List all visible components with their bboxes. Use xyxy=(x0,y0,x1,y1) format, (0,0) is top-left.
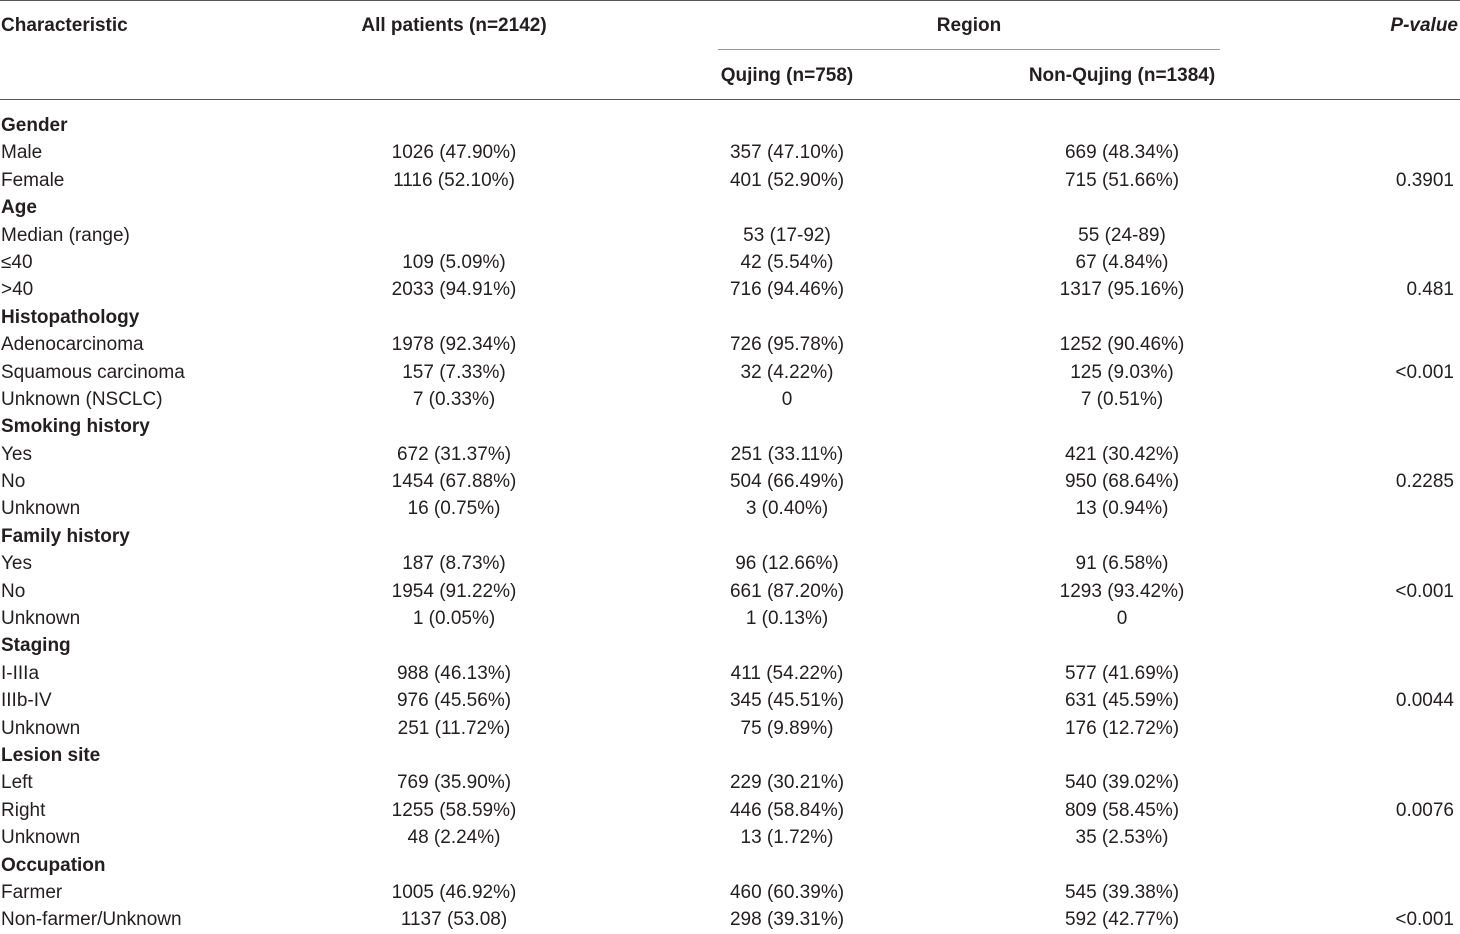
cell-qujing: 661 (87.20%) xyxy=(729,580,845,602)
table-row xyxy=(0,359,1460,386)
cell-all-patients: 1116 (52.10%) xyxy=(393,169,515,191)
section-heading-row xyxy=(0,413,1460,440)
header-all-patients: All patients (n=2142) xyxy=(361,15,547,36)
cell-p-value: 0.0076 xyxy=(1395,799,1454,821)
table-row xyxy=(0,276,1460,303)
table-body xyxy=(0,112,1460,934)
table-row xyxy=(0,605,1460,632)
cell-qujing: 298 (39.31%) xyxy=(729,909,845,931)
row-label: Non-farmer/Unknown xyxy=(1,909,182,931)
cell-qujing: 75 (9.89%) xyxy=(740,717,834,739)
cell-non-qujing: 0 xyxy=(1116,608,1128,630)
table-row xyxy=(0,441,1460,468)
cell-all-patients: 109 (5.09%) xyxy=(402,251,506,273)
cell-qujing: 96 (12.66%) xyxy=(735,553,839,575)
header-characteristic: Characteristic xyxy=(1,15,128,36)
table-row xyxy=(0,797,1460,824)
table-row xyxy=(0,578,1460,605)
cell-qujing: 13 (1.72%) xyxy=(740,827,834,849)
section-heading-row xyxy=(0,194,1460,221)
cell-qujing: 42 (5.54%) xyxy=(740,251,834,273)
cell-non-qujing: 715 (51.66%) xyxy=(1064,169,1180,191)
header-qujing: Qujing (n=758) xyxy=(720,65,854,86)
cell-all-patients: 1454 (67.88%) xyxy=(391,471,517,493)
table-row xyxy=(0,660,1460,687)
cell-all-patients: 672 (31.37%) xyxy=(396,443,512,465)
cell-non-qujing: 950 (68.64%) xyxy=(1064,471,1180,493)
row-label: No xyxy=(1,580,26,602)
cell-all-patients: 976 (45.56%) xyxy=(396,690,512,712)
row-label: Unknown xyxy=(1,717,81,739)
cell-all-patients: 1954 (91.22%) xyxy=(391,580,517,602)
cell-non-qujing: 1252 (90.46%) xyxy=(1059,334,1185,356)
row-label: Right xyxy=(1,799,46,821)
cell-p-value: 0.0044 xyxy=(1395,690,1454,712)
cell-qujing: 726 (95.78%) xyxy=(729,334,845,356)
table-row xyxy=(0,386,1460,413)
row-label: Male xyxy=(1,142,43,164)
section-heading-row xyxy=(0,852,1460,879)
cell-p-value: 0.3901 xyxy=(1395,169,1454,191)
cell-qujing: 53 (17-92) xyxy=(743,224,831,246)
cell-non-qujing: 577 (41.69%) xyxy=(1064,662,1180,684)
row-label: Unknown (NSCLC) xyxy=(1,388,163,410)
cell-all-patients: 187 (8.73%) xyxy=(402,553,506,575)
cell-qujing: 1 (0.13%) xyxy=(745,608,829,630)
section-heading: Lesion site xyxy=(1,744,101,766)
cell-p-value: <0.001 xyxy=(1395,909,1454,931)
table-row xyxy=(0,687,1460,714)
table-top-rule xyxy=(0,0,1460,1)
cell-all-patients: 7 (0.33%) xyxy=(412,388,496,410)
row-label: Squamous carcinoma xyxy=(1,361,185,383)
cell-all-patients: 157 (7.33%) xyxy=(402,361,506,383)
table-row xyxy=(0,222,1460,249)
section-heading-row xyxy=(0,304,1460,331)
cell-non-qujing: 540 (39.02%) xyxy=(1064,772,1180,794)
cell-qujing: 411 (54.22%) xyxy=(730,662,844,684)
cell-non-qujing: 1317 (95.16%) xyxy=(1059,279,1185,301)
section-heading: Staging xyxy=(1,635,71,657)
row-label: Farmer xyxy=(1,881,63,903)
row-label: Yes xyxy=(1,553,32,575)
header-non-qujing: Non-Qujing (n=1384) xyxy=(1028,65,1216,86)
cell-non-qujing: 592 (42.77%) xyxy=(1064,909,1180,931)
cell-non-qujing: 631 (45.59%) xyxy=(1064,690,1180,712)
row-label: Adenocarcinoma xyxy=(1,334,144,356)
table-row xyxy=(0,550,1460,577)
cell-non-qujing: 809 (58.45%) xyxy=(1064,799,1180,821)
row-label: Female xyxy=(1,169,65,191)
row-label: Unknown xyxy=(1,498,81,520)
row-label: IIIb-IV xyxy=(1,690,52,712)
cell-qujing: 32 (4.22%) xyxy=(740,361,834,383)
cell-all-patients: 1005 (46.92%) xyxy=(391,881,517,903)
cell-non-qujing: 67 (4.84%) xyxy=(1075,251,1169,273)
cell-non-qujing: 545 (39.38%) xyxy=(1064,881,1180,903)
cell-qujing: 345 (45.51%) xyxy=(729,690,845,712)
cell-non-qujing: 669 (48.34%) xyxy=(1064,142,1180,164)
cell-p-value: 0.2285 xyxy=(1395,471,1454,493)
row-label: No xyxy=(1,471,26,493)
region-span-rule xyxy=(718,49,1220,50)
cell-non-qujing: 125 (9.03%) xyxy=(1070,361,1174,383)
cell-non-qujing: 1293 (93.42%) xyxy=(1059,580,1185,602)
cell-qujing: 0 xyxy=(781,388,793,410)
cell-non-qujing: 7 (0.51%) xyxy=(1080,388,1164,410)
table-row xyxy=(0,139,1460,166)
cell-qujing: 357 (47.10%) xyxy=(729,142,845,164)
cell-non-qujing: 55 (24-89) xyxy=(1078,224,1166,246)
section-heading-row xyxy=(0,632,1460,659)
cell-all-patients: 1978 (92.34%) xyxy=(391,334,517,356)
cell-qujing: 229 (30.21%) xyxy=(729,772,845,794)
table-row xyxy=(0,468,1460,495)
cell-p-value: 0.481 xyxy=(1406,279,1454,301)
row-label: Yes xyxy=(1,443,32,465)
table-row xyxy=(0,769,1460,796)
section-heading-row xyxy=(0,742,1460,769)
cell-all-patients: 1255 (58.59%) xyxy=(391,799,517,821)
cell-non-qujing: 91 (6.58%) xyxy=(1075,553,1169,575)
row-label: Median (range) xyxy=(1,224,130,246)
table-row xyxy=(0,249,1460,276)
table-row xyxy=(0,824,1460,851)
cell-qujing: 460 (60.39%) xyxy=(729,881,845,903)
cell-all-patients: 251 (11.72%) xyxy=(397,717,511,739)
cell-qujing: 251 (33.11%) xyxy=(730,443,844,465)
table-row xyxy=(0,167,1460,194)
cell-non-qujing: 13 (0.94%) xyxy=(1075,498,1169,520)
section-heading: Occupation xyxy=(1,854,106,876)
cell-qujing: 3 (0.40%) xyxy=(745,498,829,520)
cell-all-patients: 1137 (53.08) xyxy=(400,909,508,931)
cell-all-patients: 16 (0.75%) xyxy=(407,498,501,520)
cell-all-patients: 988 (46.13%) xyxy=(396,662,512,684)
row-label: ≤40 xyxy=(1,251,33,273)
cell-all-patients: 769 (35.90%) xyxy=(396,772,512,794)
section-heading: Age xyxy=(1,197,37,219)
table-row xyxy=(0,906,1460,933)
header-p-value: P-value xyxy=(1390,15,1458,36)
cell-qujing: 504 (66.49%) xyxy=(729,471,845,493)
table-row xyxy=(0,331,1460,358)
cell-qujing: 446 (58.84%) xyxy=(729,799,845,821)
cell-qujing: 716 (94.46%) xyxy=(729,279,845,301)
cell-qujing: 401 (52.90%) xyxy=(729,169,845,191)
row-label: I-IIIa xyxy=(1,662,40,684)
cell-p-value: <0.001 xyxy=(1395,580,1454,602)
section-heading: Smoking history xyxy=(1,416,150,438)
table-row xyxy=(0,715,1460,742)
cell-all-patients: 1026 (47.90%) xyxy=(391,142,517,164)
row-label: Unknown xyxy=(1,608,81,630)
section-heading-row xyxy=(0,112,1460,139)
cell-all-patients: 48 (2.24%) xyxy=(407,827,501,849)
cell-non-qujing: 421 (30.42%) xyxy=(1064,443,1180,465)
section-heading-row xyxy=(0,523,1460,550)
header-region: Region xyxy=(936,15,1002,36)
section-heading: Family history xyxy=(1,525,130,547)
row-label: >40 xyxy=(1,279,34,301)
table-header-rule xyxy=(0,99,1460,100)
cell-all-patients: 2033 (94.91%) xyxy=(391,279,517,301)
table-row xyxy=(0,495,1460,522)
section-heading: Histopathology xyxy=(1,306,140,328)
cell-non-qujing: 176 (12.72%) xyxy=(1064,717,1180,739)
section-heading: Gender xyxy=(1,115,68,136)
cell-p-value: <0.001 xyxy=(1395,361,1454,383)
row-label: Left xyxy=(1,772,33,794)
table-row xyxy=(0,879,1460,906)
cell-non-qujing: 35 (2.53%) xyxy=(1075,827,1169,849)
row-label: Unknown xyxy=(1,827,81,849)
cell-all-patients: 1 (0.05%) xyxy=(412,608,496,630)
